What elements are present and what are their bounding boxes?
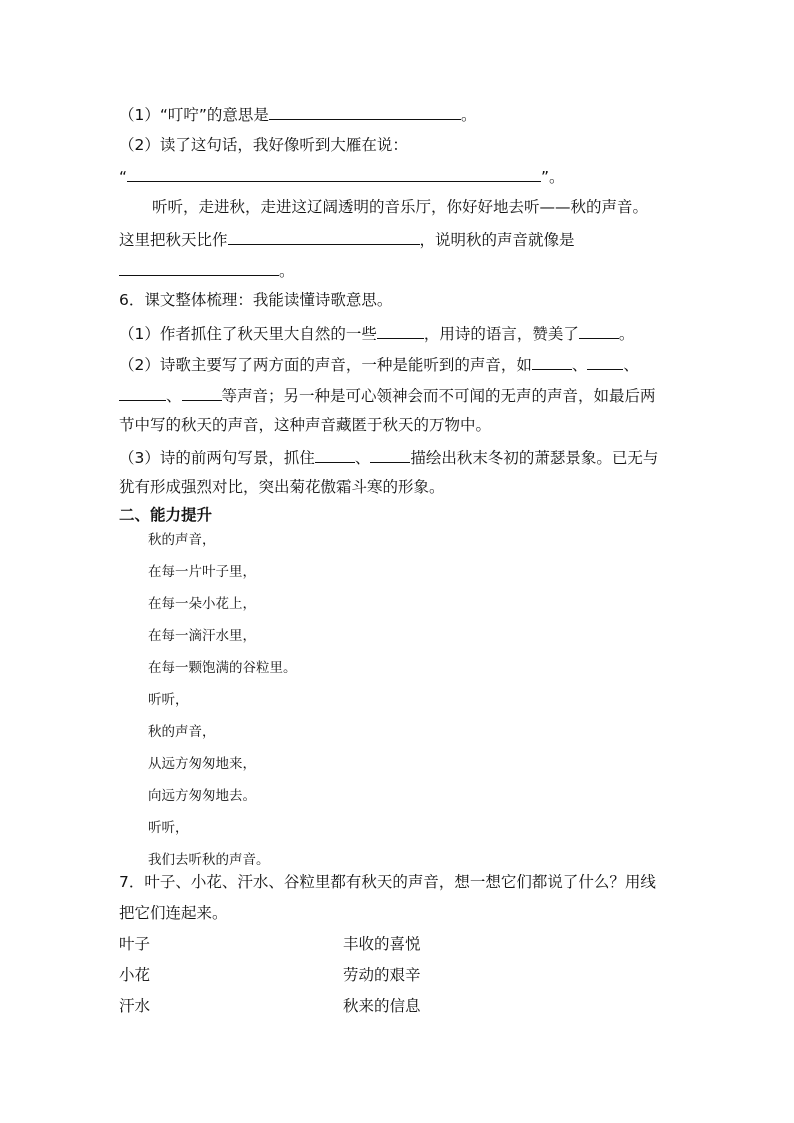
- answer-blank[interactable]: [377, 321, 424, 339]
- separator: 、: [166, 387, 182, 405]
- q6-sub3-text: （3）诗的前两句写景，抓住: [119, 449, 315, 467]
- separator: 、: [571, 356, 588, 374]
- match-right-item[interactable]: 劳动的艰辛: [343, 966, 421, 984]
- poem-line: 秋的声音，: [148, 724, 216, 740]
- poem-line: 在每一滴汗水里，: [148, 628, 256, 644]
- poem-line: 向远方匆匆地去。: [148, 788, 256, 804]
- answer-blank[interactable]: [269, 102, 461, 120]
- match-left-item[interactable]: 叶子: [119, 935, 151, 953]
- poem-line: 听听，: [148, 692, 189, 708]
- poem-line: 在每一颗饱满的谷粒里。: [148, 660, 297, 676]
- match-right-item[interactable]: 秋来的信息: [343, 997, 421, 1015]
- separator: 、: [354, 449, 371, 467]
- q5-para-end: 。: [279, 262, 295, 280]
- q5-para-text: 这里把秋天比作: [119, 231, 228, 249]
- poem-line: 我们去听秋的声音。: [148, 852, 270, 868]
- match-left-item[interactable]: 汗水: [119, 997, 151, 1015]
- q5-sub1: [119, 102, 476, 126]
- q5-para-text2: ，说明秋的声音就像是: [419, 231, 575, 249]
- q6-sub2-text: （2）诗歌主要写了两方面的声音，一种是能听到的声音，如: [119, 356, 532, 374]
- answer-blank[interactable]: [127, 164, 541, 182]
- q5-sub1-text: （1）“叮咛”的意思是: [119, 106, 269, 124]
- q5-sub1-end: 。: [460, 106, 477, 124]
- q5-paragraph-line2: [119, 227, 575, 251]
- match-left-item[interactable]: 小花: [119, 966, 151, 984]
- answer-blank[interactable]: [119, 383, 166, 401]
- answer-blank[interactable]: [119, 258, 279, 276]
- q6-sub1-mid: ，用诗的语言，赞美了: [423, 325, 579, 343]
- q5-quote-line: [119, 164, 565, 188]
- q6-sub3-line2: 犹有形成强烈对比，突出菊花傲霜斗寒的形象。: [119, 478, 445, 496]
- separator: 、: [623, 356, 639, 374]
- q6-sub3-text2: 描绘出秋末冬初的萧瑟景象。已无与: [410, 449, 659, 467]
- q7-title-line1: 7．叶子、小花、汗水、谷粒里都有秋天的声音，想一想它们都说了什么？用线: [119, 873, 656, 891]
- close-quote: ”。: [541, 168, 565, 186]
- q6-sub2-line1: [119, 352, 639, 376]
- match-right-item[interactable]: 丰收的喜悦: [343, 935, 421, 953]
- q6-sub1-end: 。: [618, 325, 635, 343]
- poem-line: 听听，: [148, 820, 189, 836]
- q6-title: 6．课文整体梳理：我能读懂诗歌意思。: [119, 291, 393, 309]
- q6-sub2-line3: 节中写的秋天的声音，这种声音藏匿于秋天的万物中。: [119, 416, 492, 434]
- poem-line: 秋的声音，: [148, 532, 216, 548]
- open-quote: “: [119, 168, 128, 186]
- answer-blank[interactable]: [370, 445, 410, 463]
- q6-sub1: [119, 321, 634, 345]
- q7-title-line2: 把它们连起来。: [119, 904, 228, 922]
- answer-blank[interactable]: [579, 321, 619, 339]
- q6-sub3-line1: [119, 445, 658, 469]
- q5-paragraph-line1: 听听，走进秋，走进这辽阔透明的音乐厅，你好好地去听——秋的声音。: [152, 198, 649, 216]
- answer-blank[interactable]: [315, 445, 355, 463]
- answer-blank[interactable]: [532, 352, 572, 370]
- q6-sub1-text: （1）作者抓住了秋天里大自然的一些: [119, 325, 377, 343]
- q6-sub2-line2: [119, 383, 656, 407]
- q5-paragraph-line3: [119, 258, 295, 282]
- section-heading: 二、能力提升: [119, 506, 213, 524]
- answer-blank[interactable]: [228, 227, 420, 245]
- poem-line: 在每一片叶子里，: [148, 564, 256, 580]
- answer-blank[interactable]: [587, 352, 623, 370]
- poem-line: 从远方匆匆地来，: [148, 756, 256, 772]
- q6-sub2-text2: 等声音；另一种是可心领神会而不可闻的无声的声音，如最后两: [221, 387, 656, 405]
- answer-blank[interactable]: [182, 383, 222, 401]
- poem-line: 在每一朵小花上，: [148, 596, 256, 612]
- q5-sub2: （2）读了这句话，我好像听到大雁在说：: [119, 136, 408, 154]
